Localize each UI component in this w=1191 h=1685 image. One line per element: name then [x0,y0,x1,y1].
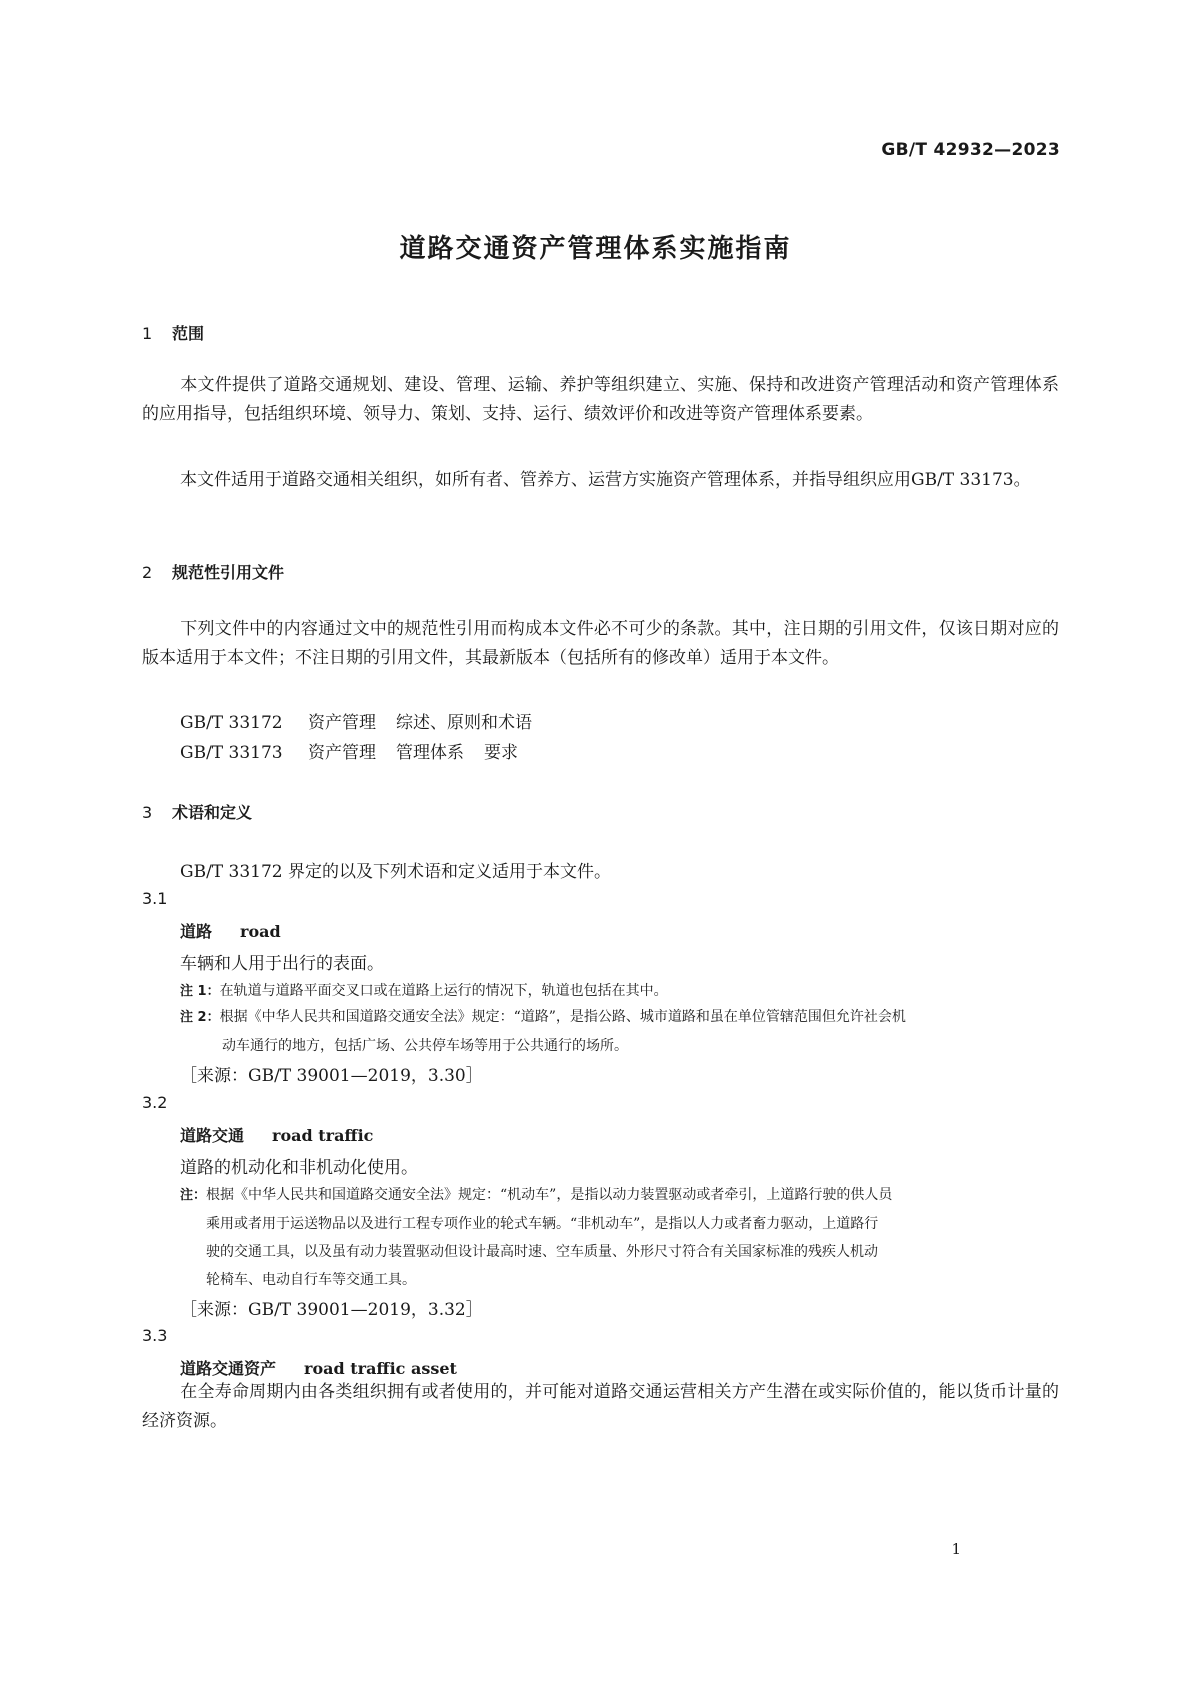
note-label: 注： [180,1188,207,1203]
section-number: 2 [142,563,153,582]
page-number: 1 [951,1540,961,1558]
reference-title-part: 要求 [484,743,518,763]
section-1-heading [142,321,204,344]
document-title: 道路交通资产管理体系实施指南 [399,234,792,264]
reference-title-part: 资产管理 [308,713,376,733]
note-text: 动车通行的地方，包括广场、公共停车场等用于公共通行的场所。 [222,1038,628,1054]
term-en: road traffic asset [304,1359,457,1378]
note-text: 在轨道与道路平面交叉口或在道路上运行的情况下，轨道也包括在其中。 [219,983,668,999]
term-definition [142,1378,1059,1436]
paragraph-text: 下列文件中的内容通过文中的规范性引用而构成本文件必不可少的条款。其中，注日期的引用文件，仅该日期对应的版本适用于本文件；不注日期的引用文件，其最新版本（包括所有的修改单）适用于本文件。 [142,619,1059,668]
paragraph-text: 本文件提供了道路交通规划、建设、管理、运输、养护等组织建立、实施、保持和改进资产管理活动和资产管理体系的应用指导，包括组织环境、领导力、策划、支持、运行、绩效评价和改进等资产管理体系要素。 [142,375,1059,424]
terms-intro: GB/T 33172 界定的以及下列术语和定义适用于本文件。 [180,862,612,882]
note-text: 轮椅车、电动自行车等交通工具。 [206,1272,416,1288]
term-note [180,977,1062,1006]
term-zh: 道路交通资产 [180,1359,277,1378]
term-note [180,1181,1062,1294]
section-number: 3 [142,803,153,822]
term-source: ［来源：GB/T 39001—2019，3.30］ [180,1066,483,1086]
standard-code: GB/T 42932—2023 [881,140,1060,160]
term-number: 3.2 [142,1093,168,1112]
term-en: road [240,922,281,941]
paragraph-text: 在全寿命周期内由各类组织拥有或者使用的，并可能对道路交通运营相关方产生潜在或实际价值的，能以货币计量的经济资源。 [142,1382,1059,1431]
term-zh: 道路交通 [180,1126,245,1145]
reference-title-part: 综述、原则和术语 [396,713,532,733]
note-text: 乘用或者用于运送物品以及进行工程专项作业的轮式车辆。“非机动车”，是指以人力或者畜力驱动，上道路行 [206,1216,879,1232]
section-number: 1 [142,324,153,343]
note-text: 根据《中华人民共和国道路交通安全法》规定：“机动车”，是指以动力装置驱动或者牵引，上道路行驶的供人员 [206,1187,893,1203]
section-title: 术语和定义 [172,803,253,822]
term-definition: 车辆和人用于出行的表面。 [180,954,384,974]
term-definition: 道路的机动化和非机动化使用。 [180,1158,418,1178]
scope-paragraph-2 [142,466,1059,495]
paragraph-text: 本文件适用于道路交通相关组织，如所有者、管养方、运营方实施资产管理体系，并指导组织应用GB/T 33173。 [180,470,1031,490]
normative-paragraph [142,615,1059,673]
term-number: 3.3 [142,1326,168,1345]
term-heading [180,919,281,942]
reference-code: GB/T 33173 [180,743,283,763]
reference-item [180,708,532,733]
term-heading [180,1356,457,1379]
term-number: 3.1 [142,889,168,908]
term-source: ［来源：GB/T 39001—2019，3.32］ [180,1300,483,1320]
note-label: 注 1： [180,984,220,999]
reference-title-part: 管理体系 [396,743,464,763]
term-en: road traffic [272,1126,374,1145]
section-3-heading [142,800,252,823]
term-zh: 道路 [180,922,213,941]
section-2-heading [142,560,284,583]
term-heading [180,1123,373,1146]
section-title: 规范性引用文件 [172,563,285,582]
reference-title-part: 资产管理 [308,743,376,763]
note-label: 注 2： [180,1010,220,1025]
note-text: 驶的交通工具，以及虽有动力装置驱动但设计最高时速、空车质量、外形尺寸符合有关国家标准的残疾人机动 [206,1244,878,1260]
term-note [180,1003,1062,1060]
reference-code: GB/T 33172 [180,713,283,733]
section-title: 范围 [172,324,205,343]
reference-item [180,738,518,763]
scope-paragraph-1 [142,371,1059,429]
note-text: 根据《中华人民共和国道路交通安全法》规定：“道路”，是指公路、城市道路和虽在单位管辖范围但允许社会机 [219,1009,906,1025]
